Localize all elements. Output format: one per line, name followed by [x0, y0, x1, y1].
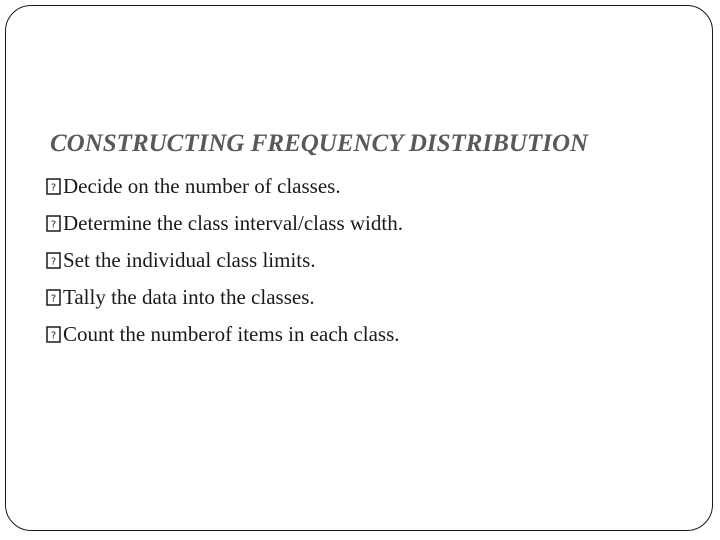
svg-text:?: ?: [50, 182, 57, 194]
bullet-text: Tally the data into the classes.: [63, 285, 315, 309]
missing-glyph-icon: [46, 326, 61, 343]
bullet-item: [46, 279, 403, 316]
bullet-item: [46, 316, 403, 353]
bullet-text: Decide on the number of classes.: [63, 174, 341, 198]
svg-text:?: ?: [50, 219, 57, 231]
slide-title: CONSTRUCTING FREQUENCY DISTRIBUTION: [50, 130, 589, 157]
svg-text:?: ?: [50, 330, 57, 342]
bullet-item: [46, 205, 403, 242]
bullet-text: Set the individual class limits.: [63, 248, 316, 272]
bullet-item: [46, 168, 403, 205]
missing-glyph-icon: [46, 289, 61, 306]
missing-glyph-icon: [46, 178, 61, 195]
bullet-item: [46, 242, 403, 279]
bullet-text: Count the numberof items in each class.: [63, 322, 400, 346]
svg-text:?: ?: [50, 256, 57, 268]
bullet-text: Determine the class interval/class width.: [63, 211, 403, 235]
svg-text:?: ?: [50, 293, 57, 305]
missing-glyph-icon: [46, 215, 61, 232]
bullet-list: [46, 168, 403, 353]
missing-glyph-icon: [46, 252, 61, 269]
